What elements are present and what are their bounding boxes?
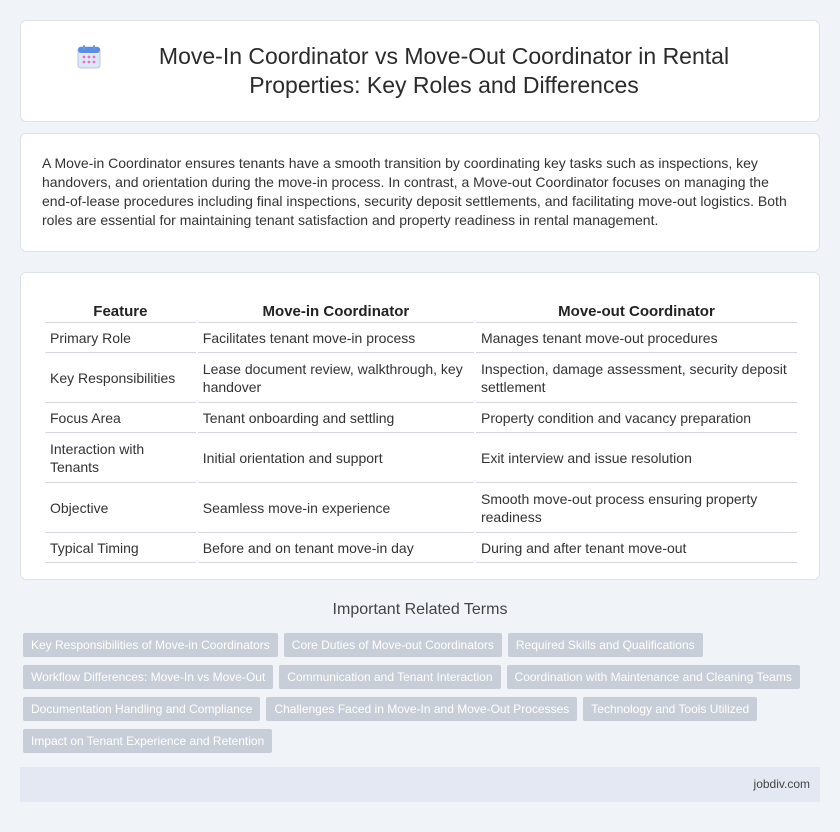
table-cell: Interaction with Tenants <box>45 433 196 483</box>
page-title: Move-In Coordinator vs Move-Out Coordinator in Rental Properties: Key Roles and Differences <box>158 43 730 98</box>
table-cell: During and after tenant move-out <box>476 533 797 563</box>
intro-card <box>20 133 820 252</box>
related-terms-list <box>23 633 823 761</box>
table-cell: Typical Timing <box>45 533 196 563</box>
table-cell: Before and on tenant move-in day <box>198 533 474 563</box>
footer-site-link[interactable]: jobdiv.com <box>753 777 810 791</box>
related-terms-heading: Important Related Terms <box>332 601 508 618</box>
table-cell: Smooth move-out process ensuring property readiness <box>476 483 797 533</box>
table-cell: Primary Role <box>45 323 196 353</box>
table-cell: Exit interview and issue resolution <box>476 433 797 483</box>
header-move-out: Move-out Coordinator <box>476 297 797 323</box>
related-term-tag[interactable]: Key Responsibilities of Move-in Coordinators <box>23 633 278 657</box>
related-term-tag[interactable]: Required Skills and Qualifications <box>508 633 703 657</box>
table-row <box>45 483 797 533</box>
table-cell: Seamless move-in experience <box>198 483 474 533</box>
table-cell: Objective <box>45 483 196 533</box>
table-cell: Inspection, damage assessment, security deposit settlement <box>476 353 797 403</box>
table-row <box>45 433 797 483</box>
related-term-tag[interactable]: Communication and Tenant Interaction <box>279 665 500 689</box>
table-row <box>45 323 797 353</box>
related-term-tag[interactable]: Impact on Tenant Experience and Retention <box>23 729 272 753</box>
header-feature: Feature <box>45 297 196 323</box>
table-cell: Tenant onboarding and settling <box>198 403 474 433</box>
table-row <box>45 353 797 403</box>
table-cell: Facilitates tenant move-in process <box>198 323 474 353</box>
title-card <box>20 20 820 122</box>
related-term-tag[interactable]: Core Duties of Move-out Coordinators <box>284 633 502 657</box>
related-term-tag[interactable]: Challenges Faced in Move-In and Move-Out Processes <box>266 697 577 721</box>
table-cell: Property condition and vacancy preparation <box>476 403 797 433</box>
header-move-in: Move-in Coordinator <box>198 297 474 323</box>
table-cell: Manages tenant move-out procedures <box>476 323 797 353</box>
related-term-tag[interactable]: Coordination with Maintenance and Cleaning Teams <box>507 665 800 689</box>
table-cell: Key Responsibilities <box>45 353 196 403</box>
footer <box>20 767 820 802</box>
table-header-row <box>45 297 797 323</box>
related-term-tag[interactable]: Workflow Differences: Move-In vs Move-Out <box>23 665 273 689</box>
related-term-tag[interactable]: Documentation Handling and Compliance <box>23 697 260 721</box>
table-cell: Lease document review, walkthrough, key handover <box>198 353 474 403</box>
related-term-tag[interactable]: Technology and Tools Utilized <box>583 697 757 721</box>
comparison-table-card <box>20 272 820 580</box>
intro-text: A Move-in Coordinator ensures tenants have a smooth transition by coordinating key tasks such as inspections, key handovers, and orientation during the move-in process. In contrast, a Move-out Coordinator focuses on managing the end-of-lease procedures including final inspections, security deposit settlements, and facilitating move-out logistics. Both roles are essential for maintaining tenant satisfaction and property readiness in rental management. <box>42 155 787 228</box>
table-cell: Initial orientation and support <box>198 433 474 483</box>
comparison-table <box>43 297 799 563</box>
table-cell: Focus Area <box>45 403 196 433</box>
table-row <box>45 533 797 563</box>
table-row <box>45 403 797 433</box>
calendar-icon <box>76 44 102 70</box>
